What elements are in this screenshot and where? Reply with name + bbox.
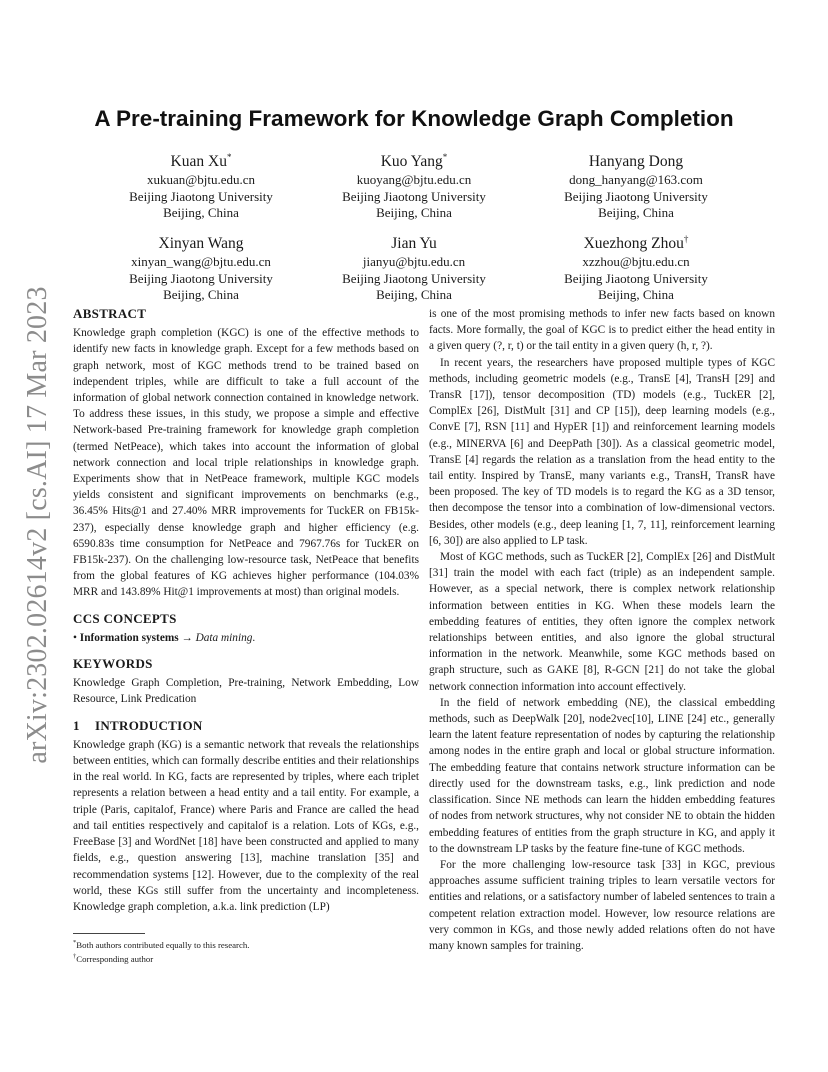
- section-title: INTRODUCTION: [95, 717, 203, 733]
- author-affiliation: Beijing Jiaotong University: [129, 188, 273, 204]
- author-location: Beijing, China: [376, 287, 452, 303]
- author-email: xzzhou@bjtu.edu.cn: [582, 254, 690, 270]
- abstract-text: Knowledge graph completion (KGC) is one of the effective methods to identify new facts in knowledge graph. Except for a few methods based on graph network, most of KGC methods trend to be trained based on independent triples, while are difficult to take a full account of the information of global network connection contained in knowledge network. To address these issues, in this study, we propose a simple and effective Network-based Pre-training framework for knowledge graph completion (termed NetPeace), which takes into account the information of global network connection and local triple relationships in knowledge graph. Experiments show that in NetPeace framework, multiple KGC models yields consistent and significant improvements on benchmarks (e.g., 36.45% Hits@1 and 27.40% MRR improvements for TuckER on FB15k-237), especially dense knowledge graph and higher efficiency (e.g. 6590.83s time consumption for NetPeace and 7967.76s for TuckER on FB15k-237). On the challenging low-resource task, NetPeace that benefits from the global features of KG achieves higher performance (104.03% MRR and 143.89% Hit@1 improvements at most) than original models.: [73, 327, 419, 599]
- introduction-paragraph: For the more challenging low-resource task [33] in KGC, previous approaches assume sufficient training triples to learn versatile vectors for entities and relations, or a satisfactory number of labeled sentences to train a competent relation extraction model. However, low resource relations are very common in KGs, and those newly added relations often do not have many known samples for training.: [429, 858, 775, 952]
- introduction-heading: [73, 718, 419, 734]
- author-block: [81, 230, 321, 304]
- author-name: Hanyang Dong: [588, 153, 684, 171]
- author-location: Beijing, China: [598, 287, 674, 303]
- author-name: Xinyan Wang: [158, 235, 244, 253]
- author-mark: †: [683, 234, 689, 244]
- ccs-arrow: →: [181, 631, 193, 644]
- author-block: [294, 148, 534, 222]
- author-email: kuoyang@bjtu.edu.cn: [356, 172, 472, 188]
- author-name: Xuezhong Zhou: [583, 235, 684, 253]
- abstract-heading: ABSTRACT: [73, 306, 147, 321]
- author-mark: *: [442, 152, 448, 162]
- author-affiliation: Beijing Jiaotong University: [129, 270, 273, 286]
- right-column: [429, 306, 775, 954]
- author-block: [516, 148, 756, 222]
- arxiv-sidebar-stamp: [16, 286, 60, 764]
- footnote-rule: [73, 933, 145, 934]
- author-affiliation: Beijing Jiaotong University: [342, 270, 486, 286]
- author-location: Beijing, China: [163, 287, 239, 303]
- author-block: [516, 230, 756, 304]
- author-affiliation: Beijing Jiaotong University: [564, 188, 708, 204]
- introduction-paragraph: Knowledge graph (KG) is a semantic network that reveals the relationships between entities, which can formally describe entities and their relationships in the real world. In KG, facts are represented by triples, where each triplet represents a relation between a head entity and a tail entity. For example, a triple (Paris, capitalof, France) where Paris and France are called the head and tail entities respectively and capitalof is a relation. Lots of KGs, e.g., FreeBase [3] and WordNet [18] have been constructed and applied to many fields, e.g., question answering [13], machine translation [35] and recommendation systems [12]. However, due to the complexity of the real world, these KGs still suffer from the uncertainty and incompleteness. Knowledge graph completion, a.k.a. link prediction (LP): [73, 738, 419, 913]
- author-location: Beijing, China: [163, 205, 239, 221]
- author-email: xukuan@bjtu.edu.cn: [146, 172, 255, 188]
- ccs-end: .: [252, 631, 256, 644]
- introduction-paragraph: is one of the most promising methods to infer new facts based on known facts. More formally, the goal of KGC is to predict either the head entity in a given query (?, r, t) or the tail entity in a given query (h, r, ?).: [429, 308, 775, 353]
- footnote-text: Both authors contributed equally to this research.: [76, 939, 250, 950]
- author-affiliation: Beijing Jiaotong University: [342, 188, 486, 204]
- footnote: [73, 937, 419, 951]
- footnote-mark: †: [73, 953, 77, 961]
- author-name: Kuo Yang: [380, 153, 443, 171]
- author-name: Kuan Xu: [170, 153, 227, 171]
- author-name: Jian Yu: [391, 235, 437, 253]
- author-affiliation: Beijing Jiaotong University: [564, 270, 708, 286]
- author-email: jianyu@bjtu.edu.cn: [362, 254, 466, 270]
- ccs-subconcept: Data mining: [195, 631, 253, 644]
- ccs-heading: CCS CONCEPTS: [73, 610, 177, 626]
- keywords-heading: KEYWORDS: [73, 656, 153, 672]
- author-email: xinyan_wang@bjtu.edu.cn: [131, 254, 271, 270]
- arxiv-identifier: arXiv:2302.02614v2 [cs.AI] 17 Mar 2023: [22, 286, 53, 764]
- author-location: Beijing, China: [376, 205, 452, 221]
- paper-title: A Pre-training Framework for Knowledge Graph Completion: [94, 106, 734, 131]
- ccs-bullet: •: [73, 631, 77, 644]
- footnotes: [73, 933, 419, 966]
- author-block: [81, 148, 321, 222]
- ccs-concept: Information systems: [79, 631, 179, 644]
- author-block: [294, 230, 534, 304]
- introduction-paragraph: In the field of network embedding (NE), the classical embedding methods, such as DeepWalk [20], node2vec[10], LINE [24] etc., generally learn the latent feature representation of nodes by capturing the relationship among nodes in the entire graph and local or global structure information. The embedding feature that contains network structure information can be directly used for the downstream tasks, e.g., link prediction and node classification. Since NE methods can learn the hidden embedding features of nodes from network structures, why not consider NE to obtain the hidden embedding features of entities from the graph structure in KG, and apply it to the downstream LP tasks by the feature fine-tune of KGC methods.: [429, 696, 775, 855]
- footnote: [73, 951, 419, 965]
- introduction-paragraph: In recent years, the researchers have proposed multiple types of KGC methods, including geometric models (e.g., TransE [4], TransH [29] and TransR [17]), tensor decomposition (TD) models (e.g., TuckER [2], ComplEx [26], DistMult [31] and CP [15]), deep learning models (e.g., ConvE [7], RSN [11] and HypER [1]) and reinforcement learning models (e.g., MINERVA [6] and DeepPath [30]). As a classical geometric model, TransE [4] regards the relation as a translation from the head entity to the tail entity. Inspired by TransE, many variants e.g., TransH, TransR have been proposed. The key of TD models is to regard the KG as a 3D tensor, then decompose the tensor into a combination of low-dimensional vectors. Besides, other models (e.g., deep leaning [1, 7, 11], reinforcement learning [6, 30]) are also applied to LP task.: [429, 356, 775, 547]
- section-number: 1: [73, 717, 80, 733]
- introduction-paragraph: Most of KGC methods, such as TuckER [2], ComplEx [26] and DistMult [31] train the model with each fact (triple) as an independent sample. However, as a special network, there is complex network relationship information between entities in KG. When these models learn the embedding features of entities, they often ignore the complex network relationships between entities, and also ignore the global structural information in the network. Meanwhile, some KGC methods based on graph structure, such as GAKE [8], R-GCN [21] do not take the global network connection information into account effectively.: [429, 551, 775, 693]
- keywords-text: Knowledge Graph Completion, Pre-training, Network Embedding, Low Resource, Link Predication: [73, 677, 419, 706]
- footnote-mark: *: [73, 939, 77, 946]
- footnote-text: Corresponding author: [76, 954, 154, 965]
- left-column: [73, 306, 419, 915]
- author-location: Beijing, China: [598, 205, 674, 221]
- ccs-concepts: [73, 630, 419, 646]
- author-email: dong_hanyang@163.com: [569, 172, 703, 188]
- author-mark: *: [226, 152, 232, 162]
